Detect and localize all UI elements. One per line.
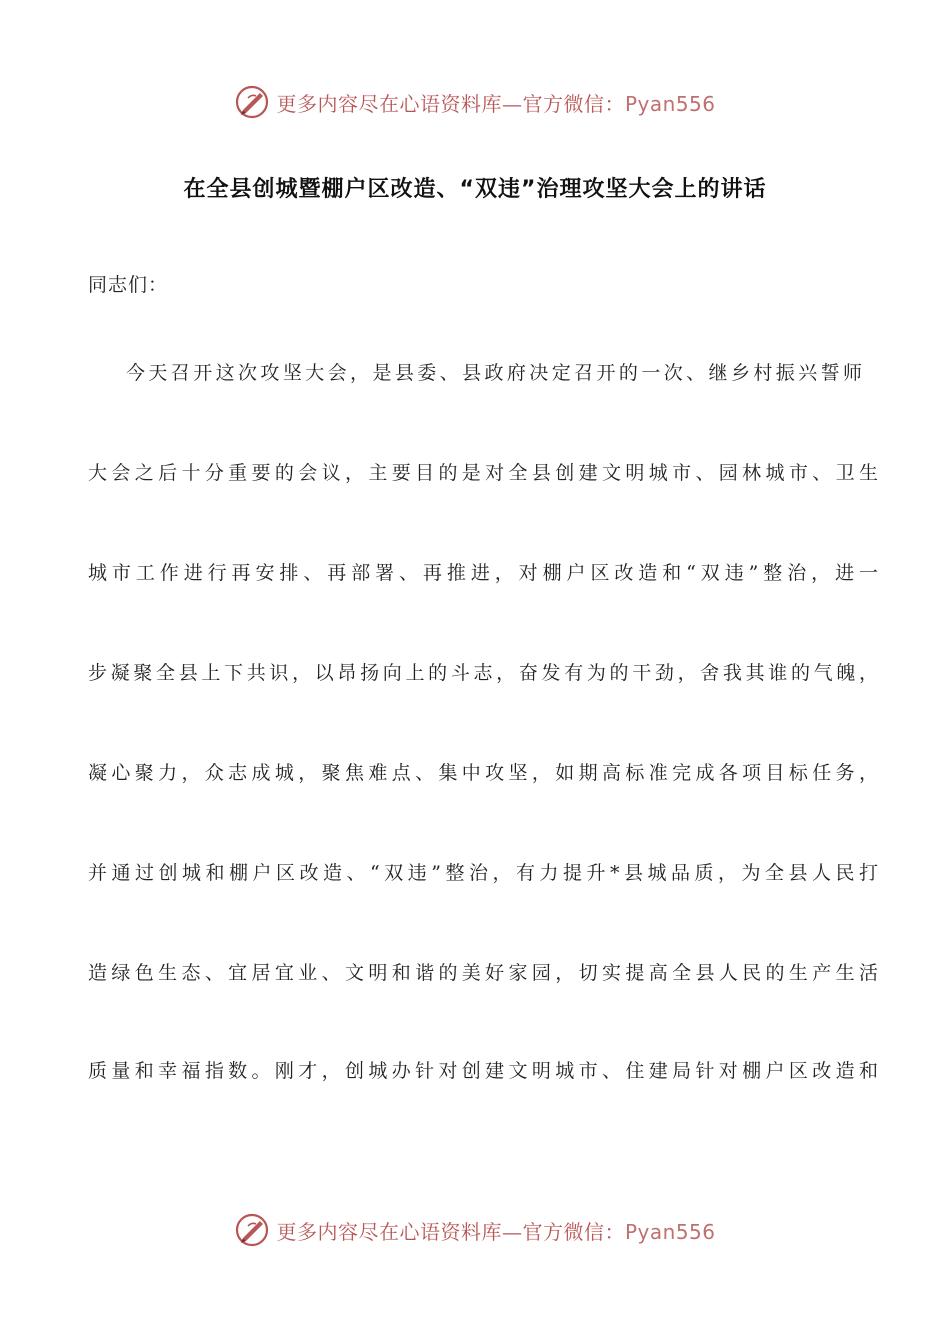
greeting: 同志们： [88, 274, 169, 296]
body-line: 今天召开这次攻坚大会，是县委、县政府决定召开的一次、继乡村振兴誓师 [126, 362, 862, 384]
watermark-text: 更多内容尽在心语资料库—官方微信： [276, 1219, 625, 1244]
body-line: 凝心聚力，众志成城，聚焦难点、集中攻坚，如期高标准完成各项目标任务， [88, 762, 878, 784]
watermark-banner-top [0, 80, 950, 124]
watermark-wechat-id: Pyan556 [624, 91, 716, 116]
watermark-text: 更多内容尽在心语资料库—官方微信： [276, 91, 625, 116]
pen-logo-icon [234, 1212, 270, 1248]
watermark-wechat-id: Pyan556 [624, 1219, 716, 1244]
body-line: 步凝聚全县上下共识，以昂扬向上的斗志，奋发有为的干劲，舍我其谁的气魄， [88, 662, 878, 684]
body-line: 质量和幸福指数。刚才，创城办针对创建文明城市、住建局针对棚户区改造和 [88, 1060, 878, 1082]
document-title: 在全县创城暨棚户区改造、“双违”治理攻坚大会上的讲话 [183, 177, 767, 202]
body-line: 造绿色生态、宜居宜业、文明和谐的美好家园，切实提高全县人民的生产生活 [88, 962, 878, 984]
body-line: 城市工作进行再安排、再部署、再推进，对棚户区改造和“双违”整治，进一 [88, 562, 878, 584]
body-line: 并通过创城和棚户区改造、“双违”整治，有力提升*县城品质，为全县人民打 [88, 862, 878, 884]
body-line: 大会之后十分重要的会议，主要目的是对全县创建文明城市、园林城市、卫生 [88, 462, 878, 484]
watermark-banner-bottom [0, 1208, 950, 1252]
pen-logo-icon [234, 84, 270, 120]
